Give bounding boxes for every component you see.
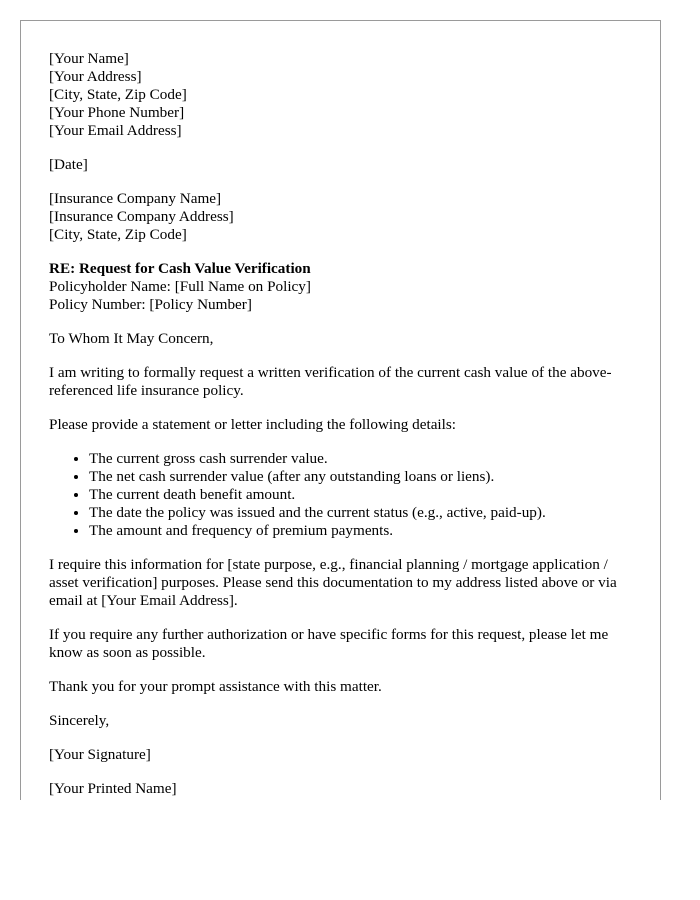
recipient-city-state-zip: [City, State, Zip Code] xyxy=(49,226,187,243)
list-item: • The current death benefit amount. xyxy=(89,486,633,504)
signature-placeholder: [Your Signature] xyxy=(49,746,151,763)
authorization-paragraph: If you require any further authorization or have specific forms for this request, please let me know as soon as possible. xyxy=(49,626,609,661)
sender-block xyxy=(49,50,633,140)
recipient-company-address: [Insurance Company Address] xyxy=(49,208,234,225)
policyholder-line: Policyholder Name: [Full Name on Policy] xyxy=(49,278,311,295)
sender-address: [Your Address] xyxy=(49,68,142,85)
printed-name-placeholder: [Your Printed Name] xyxy=(49,780,177,797)
recipient-block xyxy=(49,190,633,244)
letter-page xyxy=(20,20,661,800)
intro-paragraph: I am writing to formally request a written verification of the current cash value of the above-referenced life insurance policy. xyxy=(49,364,612,399)
policy-number-line: Policy Number: [Policy Number] xyxy=(49,296,252,313)
salutation: To Whom It May Concern, xyxy=(49,330,214,347)
letter-date: [Date] xyxy=(49,156,88,173)
thanks-paragraph: Thank you for your prompt assistance with this matter. xyxy=(49,678,382,695)
sender-phone: [Your Phone Number] xyxy=(49,104,185,121)
details-list xyxy=(49,450,633,540)
valediction: Sincerely, xyxy=(49,712,110,729)
list-item: • The net cash surrender value (after any outstanding loans or liens). xyxy=(89,468,633,486)
list-intro-paragraph: Please provide a statement or letter including the following details: xyxy=(49,416,456,433)
sender-email: [Your Email Address] xyxy=(49,122,182,139)
subject-line: RE: Request for Cash Value Verification xyxy=(49,260,311,277)
purpose-paragraph: I require this information for [state purpose, e.g., financial planning / mortgage application / asset verification] purposes. Please send this documentation to my address listed above or via email at [Your Email Address]. xyxy=(49,556,617,609)
reference-block xyxy=(49,260,633,314)
recipient-company-name: [Insurance Company Name] xyxy=(49,190,222,207)
date-block xyxy=(49,156,633,174)
list-item: • The amount and frequency of premium payments. xyxy=(89,522,633,540)
list-item: • The current gross cash surrender value. xyxy=(89,450,633,468)
list-item: • The date the policy was issued and the current status (e.g., active, paid-up). xyxy=(89,504,633,522)
sender-city-state-zip: [City, State, Zip Code] xyxy=(49,86,187,103)
sender-name: [Your Name] xyxy=(49,50,129,67)
